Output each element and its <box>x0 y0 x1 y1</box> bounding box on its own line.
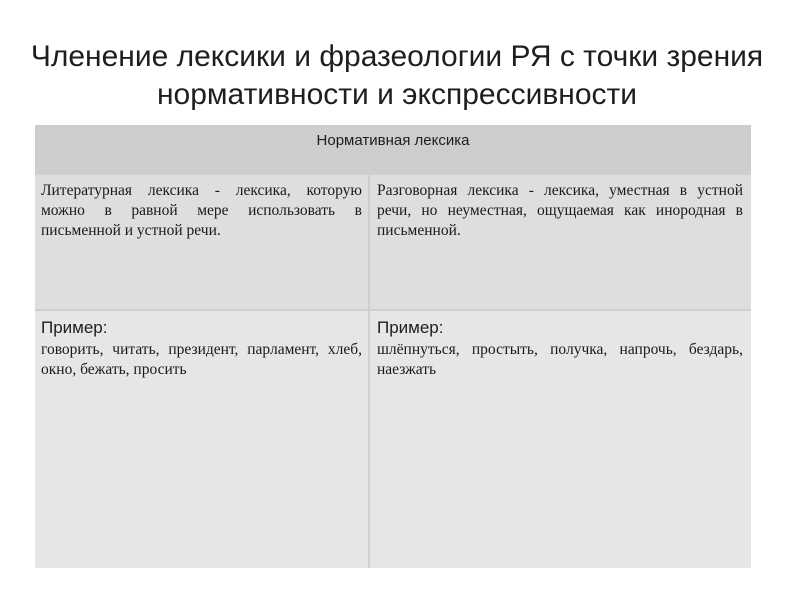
slide-title: Членение лексики и фразеологии РЯ с точки зрения нормативности и экспрессивности <box>30 40 764 111</box>
literary-definition-text: Литературная лексика - лексика, которую можно в равной мере использовать в письменной и устной речи. <box>41 182 362 239</box>
table-header-text: Нормативная лексика <box>316 132 470 149</box>
colloquial-example-label: Пример: <box>377 318 444 337</box>
table-header-cell <box>35 125 751 173</box>
literary-example-text: говорить, читать, президент, парламент, хлеб, окно, бежать, просить <box>41 341 362 378</box>
colloquial-example-cell <box>370 311 751 568</box>
normative-lexicon-table <box>35 125 751 568</box>
colloquial-definition-text: Разговорная лексика - лексика, уместная в устной речи, но неуместная, ощущаемая как инородная в письменной. <box>377 182 743 239</box>
literary-example-cell <box>35 311 368 568</box>
colloquial-example-text: шлёпнуться, простыть, получка, напрочь, бездарь, наезжать <box>377 341 743 378</box>
literary-example-label: Пример: <box>41 318 108 337</box>
colloquial-definition-cell <box>370 175 751 309</box>
literary-definition-cell <box>35 175 368 309</box>
